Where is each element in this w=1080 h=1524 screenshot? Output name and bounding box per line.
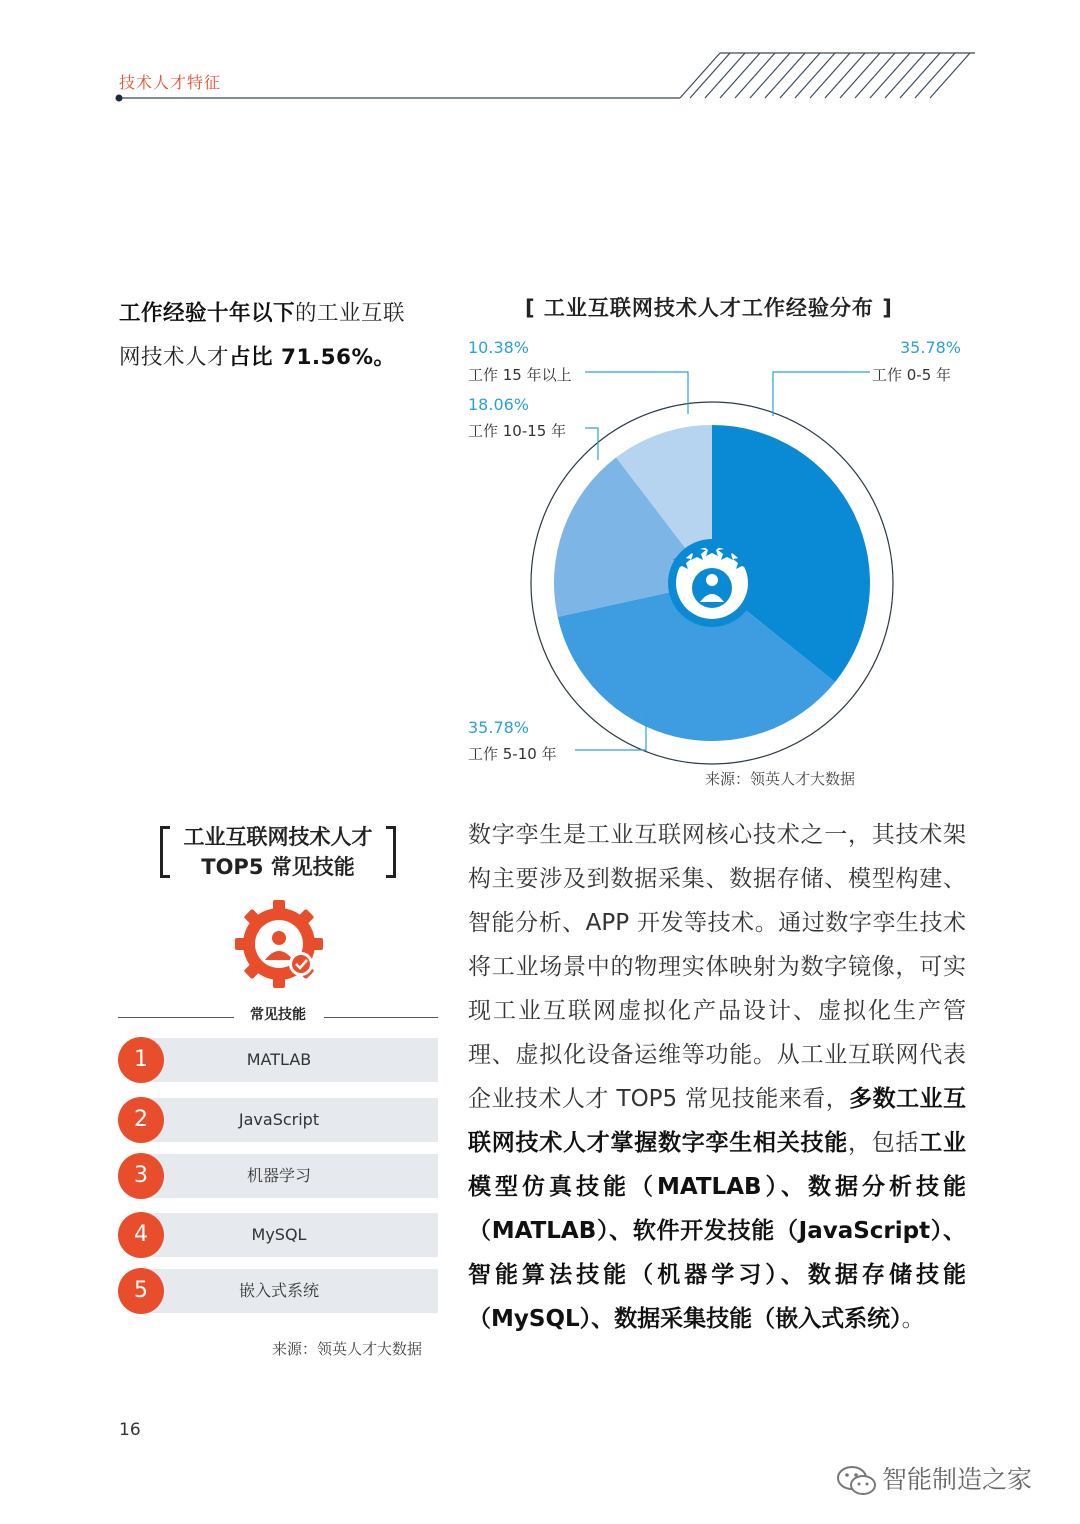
rank-badge: 1: [118, 1037, 164, 1083]
intro-text-part: 的工业互联: [295, 301, 406, 326]
slice-pct-3: 10.38%: [468, 338, 530, 357]
gear-person-icon: [233, 898, 325, 990]
skills-label: 常见技能: [250, 1007, 306, 1023]
intro-text: [119, 292, 449, 380]
watermark-text: 智能制造之家: [882, 1465, 1033, 1494]
skills-source: 来源：领英人才大数据: [272, 1340, 423, 1358]
paragraph-text: ，包括: [848, 1130, 920, 1156]
rank-badge: 2: [118, 1097, 164, 1143]
skill-name: JavaScript: [238, 1110, 320, 1129]
skill-name: MySQL: [251, 1225, 307, 1244]
rank-badge: 4: [118, 1212, 164, 1258]
slice-pct-2: 18.06%: [468, 395, 530, 414]
paragraph-highlight: 多数工业互联网技术人才掌握数字孪生相关技能: [468, 1086, 967, 1156]
slice-label-3: 工作 15 年以上: [468, 366, 572, 384]
paragraph-text: 数字孪生是工业互联网核心技术之一，其技术架构主要涉及到数据采集、数据存储、模型构建、智能分析、APP 开发等技术。通过数字孪生技术将工业场景中的物理实体映射为数字镜像，可实现工业互联网虚拟化产品设计、虚拟化生产管理、虚拟化设备运维等功能。从工业互联网代表企业技术人才 TOP5 常见技能来看，: [468, 822, 966, 1112]
slice-pct-0: 35.78%: [900, 338, 962, 357]
experience-pie-chart: [460, 330, 940, 770]
paragraph-highlight: 工业模型仿真技能（MATLAB）、数据分析技能（MATLAB）、软件开发技能（JavaScript）、智能算法技能（机器学习）、数据存储技能（MySQL）、数据采集技能（嵌入式系统）: [468, 1130, 966, 1332]
paragraph-text: 。: [901, 1306, 925, 1332]
rank-badge: 5: [118, 1268, 164, 1314]
skills-title-line: 工业互联网技术人才: [183, 825, 373, 849]
slice-label-1: 工作 5-10 年: [468, 745, 557, 763]
rank-badge: 3: [118, 1153, 164, 1199]
watermark: [836, 1460, 1032, 1498]
slice-label-0: 工作 0-5 年: [872, 366, 952, 384]
chart-source: 来源：领英人才大数据: [705, 770, 856, 788]
skill-name: MATLAB: [246, 1050, 312, 1069]
skill-name: 嵌入式系统: [238, 1281, 319, 1300]
skills-title-line: TOP5 常见技能: [201, 855, 355, 879]
page-number: 16: [119, 1420, 141, 1440]
skills-title: [160, 822, 396, 882]
skill-name: 机器学习: [246, 1166, 311, 1185]
intro-highlight: 工作经验十年以下: [119, 301, 296, 326]
chart-title: [ 工业互联网技术人才工作经验分布 ]: [525, 296, 893, 320]
intro-text-part: 网技术人才: [119, 345, 230, 370]
wechat-icon: [836, 1464, 878, 1498]
slice-label-2: 工作 10-15 年: [468, 422, 567, 440]
slice-pct-1: 35.78%: [468, 718, 530, 737]
body-paragraph: [468, 813, 966, 1341]
intro-stat: 占比 71.56%。: [229, 345, 396, 370]
section-title: 技术人才特征: [119, 73, 222, 92]
